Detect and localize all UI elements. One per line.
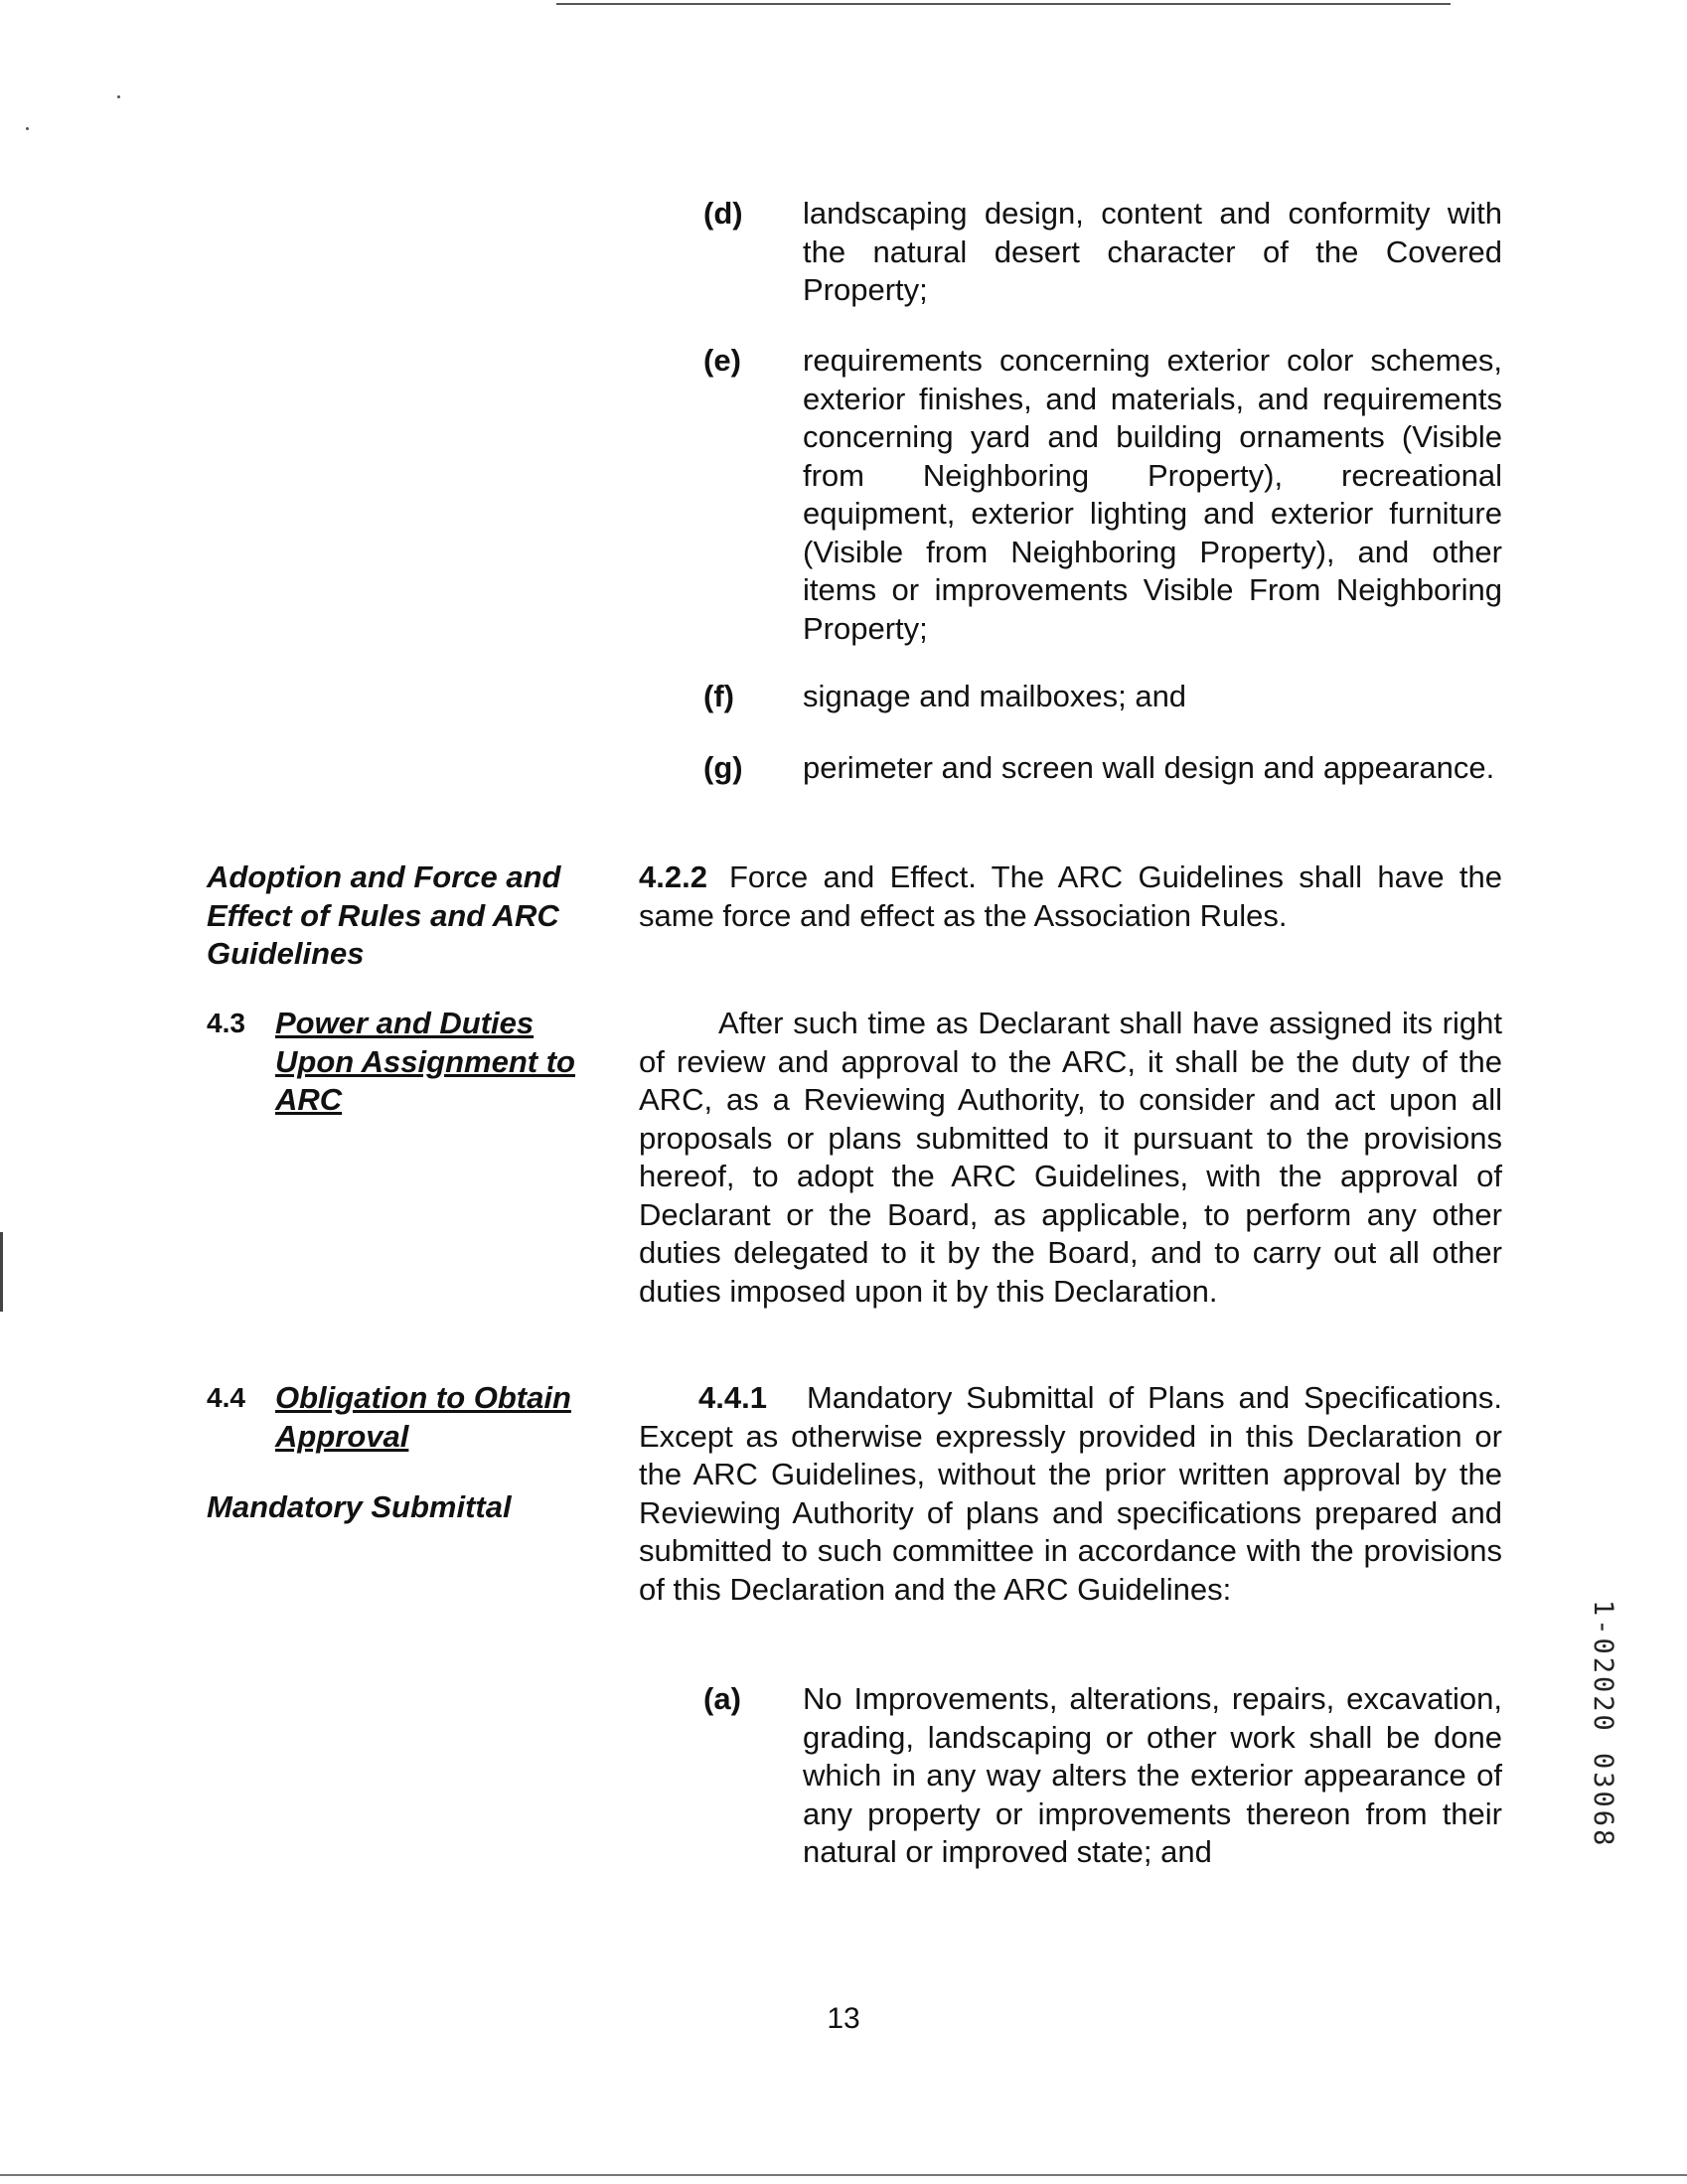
- list-item-d: [703, 195, 1502, 310]
- item-label: (a): [703, 1681, 741, 1716]
- paragraph-4-2-2: [639, 858, 1502, 935]
- item-label: (g): [703, 750, 743, 785]
- section-title-4-3: Power and Duties Upon Assignment to ARC: [275, 1006, 575, 1117]
- section-number: 4.2.2: [639, 859, 707, 894]
- list-item-e: [703, 342, 1502, 650]
- list-item-f: [703, 678, 1502, 717]
- item-text: landscaping design, content and conformity with the natural desert character of the Covered Property;: [803, 196, 1502, 307]
- item-text: signage and mailboxes; and: [803, 679, 1187, 713]
- section-title-4-4: Obligation to Obtain Approval: [275, 1380, 571, 1454]
- section-number: 4.3: [207, 1008, 245, 1038]
- section-number: 4.4.1: [698, 1380, 767, 1415]
- paragraph-text: Mandatory Submittal of Plans and Specifications. Except as otherwise expressly provided in this Declaration or the ARC Guidelines, without the prior written approval by the Reviewing Authority of plans and specifications prepared and submitted to such committee in accordance with the provisions of this Declaration and the ARC Guidelines:: [639, 1380, 1502, 1607]
- paragraph-4-3: After such time as Declarant shall have assigned its right of review and approval to the ARC, it shall be the duty of the ARC, as a Reviewing Authority, to consider and act upon all proposals or plans submitted to it pursuant to the provisions hereof, to adopt the ARC Guidelines, with the approval of Declarant or the Board, as applicable, to perform any other duties delegated to it by the Board, and to carry out all other duties imposed upon it by this Declaration.: [639, 1006, 1502, 1309]
- scan-edge-top: [556, 3, 1451, 5]
- item-text: No Improvements, alterations, repairs, excavation, grading, landscaping or other work shall be done which in any way alters the exterior appearance of any property or improvements thereon from their natural or improved state; and: [803, 1681, 1502, 1869]
- scan-edge-bottom: [0, 2174, 1687, 2176]
- scan-speck: [117, 95, 120, 98]
- page-number: 13: [827, 2002, 860, 2035]
- paragraph-4-4-1: [639, 1379, 1502, 1609]
- scan-edge-left: [0, 1232, 3, 1312]
- item-label: (d): [703, 196, 743, 231]
- item-text: requirements concerning exterior color schemes, exterior finishes, and materials, and requirements concerning yard and building ornaments (Visible from Neighboring Property), recreational equipment, exterior lighting and exterior furniture (Visible from Neighboring Property), and other items or improvements Visible From Neighboring Property;: [803, 343, 1502, 646]
- document-stamp: 1-02020 03068: [1588, 1600, 1618, 1849]
- scan-speck: [26, 127, 29, 130]
- sidenote-mandatory-submittal: Mandatory Submittal: [207, 1489, 512, 1524]
- list-item-g: [703, 749, 1502, 827]
- item-label: (f): [703, 679, 734, 713]
- paragraph-text: Force and Effect. The ARC Guidelines shall have the same force and effect as the Association Rules.: [639, 859, 1502, 933]
- list-item-a: [703, 1680, 1502, 1911]
- sidenote-adoption: Adoption and Force and Effect of Rules and ARC Guidelines: [207, 859, 561, 971]
- item-label: (e): [703, 343, 741, 378]
- item-text: perimeter and screen wall design and appearance.: [803, 750, 1495, 785]
- section-number: 4.4: [207, 1382, 245, 1413]
